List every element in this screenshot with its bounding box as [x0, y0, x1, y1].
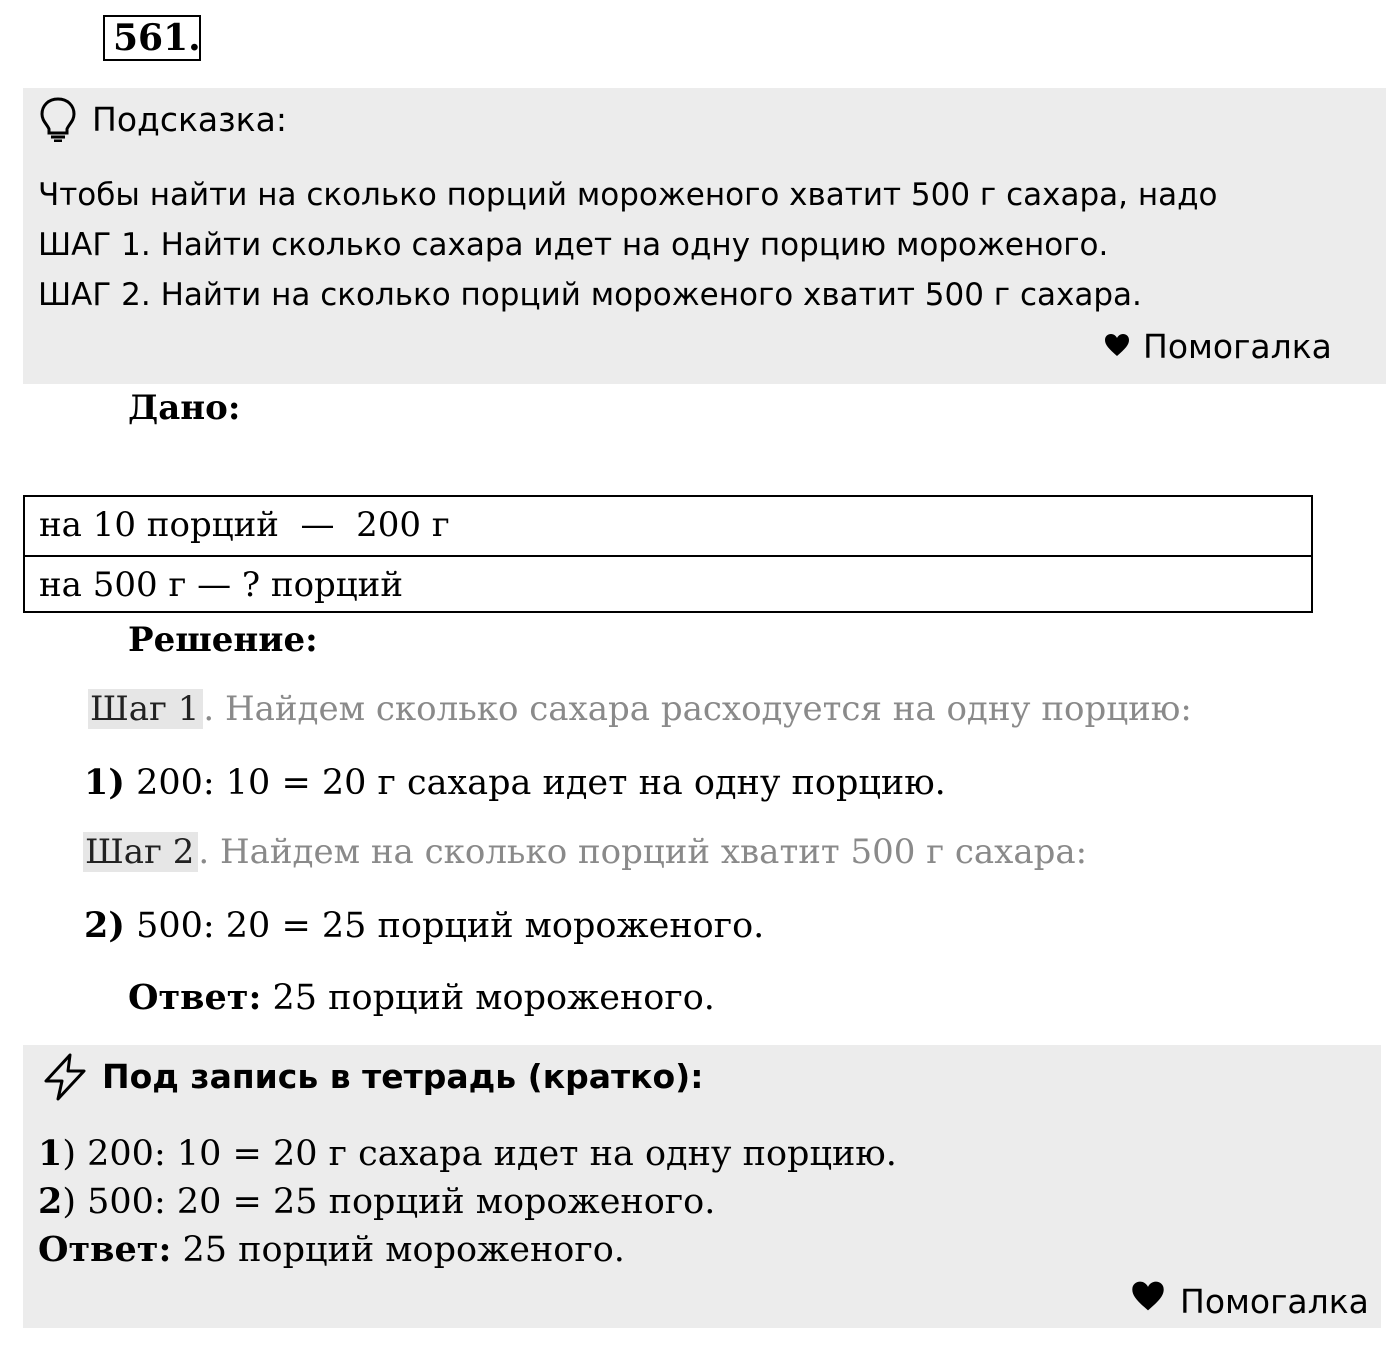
- solution-step-1: [88, 689, 1192, 729]
- calc-2-number: 2): [84, 905, 125, 946]
- solution-title: Решение:: [128, 620, 318, 660]
- notes-answer-text: 25 порций мороженого.: [182, 1230, 625, 1270]
- given-row-1: на 10 порций — 200 г: [39, 505, 450, 545]
- hint-intro: Чтобы найти на сколько порций мороженого хватит 500 г сахара, надо: [38, 177, 1218, 213]
- notes-line-2-number: 2: [38, 1181, 63, 1222]
- hint-step-1: [38, 227, 1108, 263]
- solution-step-2: [83, 832, 1087, 872]
- answer-text: 25 порций мороженого.: [272, 978, 715, 1018]
- hint-step-2: [38, 277, 1142, 313]
- step-1-text: . Найдем сколько сахара расходуется на одну порцию:: [203, 689, 1192, 729]
- given-title: Дано:: [128, 388, 241, 428]
- notes-line-1-text: ) 200: 10 = 20 г сахара идет на одну порцию.: [62, 1134, 897, 1174]
- notes-line-2-text: ) 500: 20 = 25 порций мороженого.: [62, 1182, 716, 1222]
- heart-icon: [1131, 1280, 1165, 1316]
- solution-calc-1: [84, 762, 946, 803]
- notes-answer: [38, 1229, 625, 1270]
- notes-credit: Помогалка: [1180, 1282, 1369, 1321]
- notes-answer-label: Ответ:: [38, 1229, 172, 1270]
- solution-calc-2: [84, 905, 764, 946]
- problem-number: 561.: [103, 15, 201, 61]
- answer-label: Ответ:: [128, 977, 262, 1018]
- step-2-label: Шаг 2: [83, 832, 198, 872]
- hint-step-1-label: ШАГ 1.: [38, 227, 151, 263]
- step-2-text: . Найдем на сколько порций хватит 500 г сахара:: [198, 832, 1088, 872]
- hint-step-2-text: Найти на сколько порций мороженого хватит 500 г сахара.: [160, 277, 1142, 313]
- given-table: [23, 495, 1313, 613]
- notes-line-1: [38, 1133, 897, 1174]
- notes-title: Под запись в тетрадь (кратко):: [102, 1057, 704, 1096]
- notes-line-2: [38, 1181, 715, 1222]
- lightbulb-icon: [38, 96, 78, 146]
- solution-answer: [128, 977, 715, 1018]
- hint-credit: Помогалка: [1143, 327, 1332, 366]
- step-1-label: Шаг 1: [88, 689, 203, 729]
- lightning-icon: [40, 1052, 90, 1106]
- heart-icon: [1104, 333, 1130, 361]
- calc-1-text: 200: 10 = 20 г сахара идет на одну порцию.: [136, 763, 946, 803]
- hint-step-2-label: ШАГ 2.: [38, 277, 151, 313]
- given-row-2: на 500 г — ? порций: [25, 555, 1311, 613]
- hint-step-1-text: Найти сколько сахара идет на одну порцию мороженого.: [160, 227, 1109, 263]
- calc-2-text: 500: 20 = 25 порций мороженого.: [136, 906, 765, 946]
- calc-1-number: 1): [84, 762, 125, 803]
- hint-title: Подсказка:: [92, 100, 287, 139]
- notes-line-1-number: 1: [38, 1133, 63, 1174]
